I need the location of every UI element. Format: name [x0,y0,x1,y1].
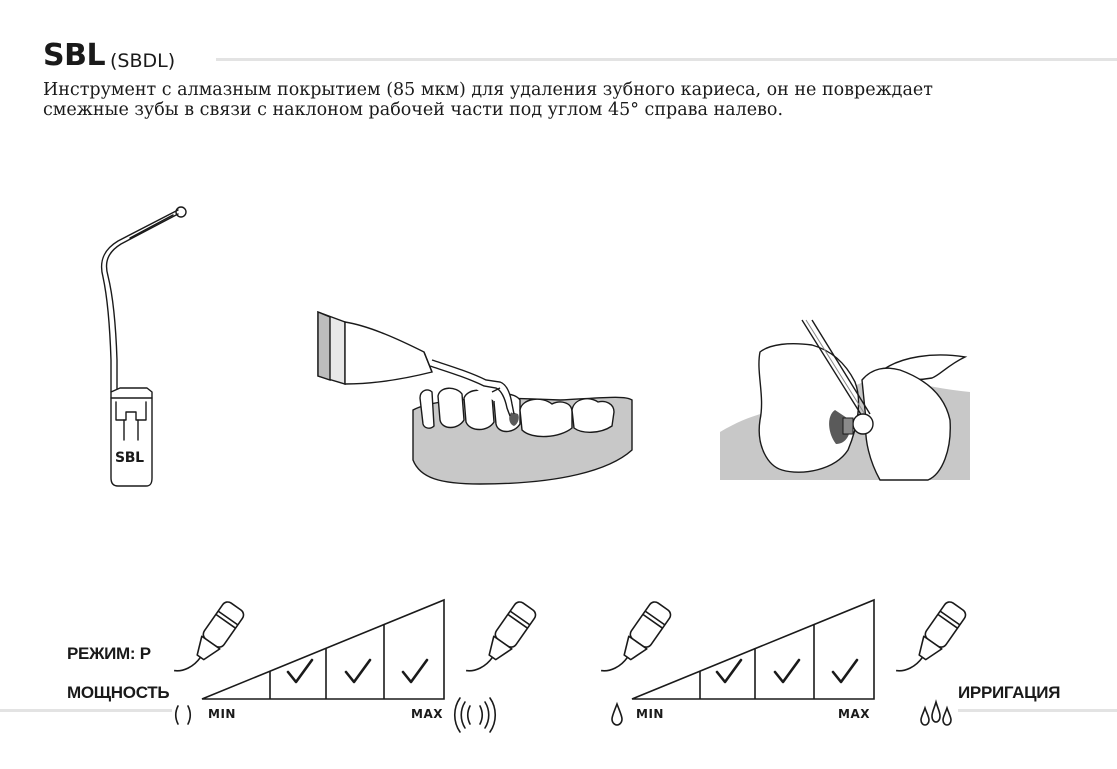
mode-label: РЕЖИМ: P [67,644,151,663]
tip-label: SBL [115,450,144,466]
description-line-1: Инструмент с алмазным покрытием (85 мкм) для удаления зубного кариеса, он не повреждает [43,80,933,100]
irrigation-min-label: MIN [636,707,664,721]
description-line-2: смежные зубы в связи с наклоном рабочей части под углом 45° справа налево. [43,100,784,120]
ultrasonic-tip-icon [102,207,186,486]
irrigation-label: ИРРИГАЦИЯ [958,683,1061,702]
handpiece-on-jaw-illustration [318,312,632,484]
power-min-label: MIN [208,707,236,721]
product-subtitle: (SBDL) [110,50,176,72]
power-max-label: MAX [411,707,443,721]
caries-closeup-illustration [720,320,970,480]
bottom-divider-right [958,709,1117,712]
bottom-divider-left [0,709,172,712]
irrigation-max-label: MAX [838,707,870,721]
power-label: МОЩНОСТЬ [67,683,170,702]
product-title: SBL [43,38,106,73]
